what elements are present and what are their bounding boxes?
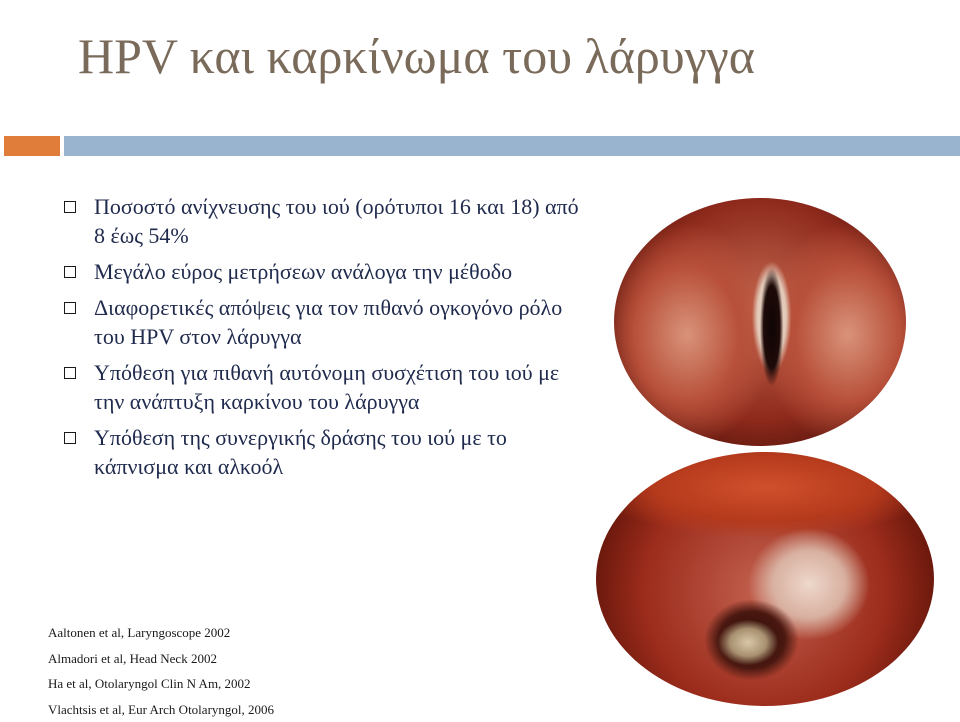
hollow-square-bullet-icon bbox=[64, 201, 76, 213]
reference-line: Almadori et al, Head Neck 2002 bbox=[48, 646, 468, 672]
bullet-item bbox=[60, 358, 580, 416]
hollow-square-bullet-icon bbox=[64, 302, 76, 314]
bullet-text: Ποσοστό ανίχνευσης του ιού (ορότυποι 16 και 18) από 8 έως 54% bbox=[94, 194, 579, 248]
references bbox=[48, 620, 468, 722]
hollow-square-bullet-icon bbox=[64, 432, 76, 444]
laryngoscopy-image-vocal-cords bbox=[614, 198, 906, 446]
laryngoscopy-image-laryngeal-tumor bbox=[596, 452, 934, 706]
hollow-square-bullet-icon bbox=[64, 266, 76, 278]
reference-line: Vlachtsis et al, Eur Arch Otolaryngol, 2006 bbox=[48, 697, 468, 722]
bullet-item bbox=[60, 257, 580, 286]
slide-title: HPV και καρκίνωμα του λάρυγγα bbox=[78, 28, 838, 84]
title-accent-bar-orange bbox=[4, 136, 60, 156]
hollow-square-bullet-icon bbox=[64, 367, 76, 379]
bullet-text: Μεγάλο εύρος μετρήσεων ανάλογα την μέθοδο bbox=[94, 259, 512, 284]
bullet-text: Υπόθεση για πιθανή αυτόνομη συσχέτιση του ιού με την ανάπτυξη καρκίνου του λάρυγγα bbox=[94, 360, 559, 414]
bullet-item bbox=[60, 423, 580, 481]
reference-line: Aaltonen et al, Laryngoscope 2002 bbox=[48, 620, 468, 646]
title-accent-bar-blue bbox=[64, 136, 960, 156]
reference-line: Ha et al, Otolaryngol Clin N Am, 2002 bbox=[48, 671, 468, 697]
bullet-item bbox=[60, 293, 580, 351]
bullet-list bbox=[60, 192, 580, 488]
bullet-text: Διαφορετικές απόψεις για τον πιθανό ογκογόνο ρόλο του HPV στον λάρυγγα bbox=[94, 295, 562, 349]
bullet-item bbox=[60, 192, 580, 250]
bullet-text: Υπόθεση της συνεργικής δράσης του ιού με το κάπνισμα και αλκοόλ bbox=[94, 425, 507, 479]
